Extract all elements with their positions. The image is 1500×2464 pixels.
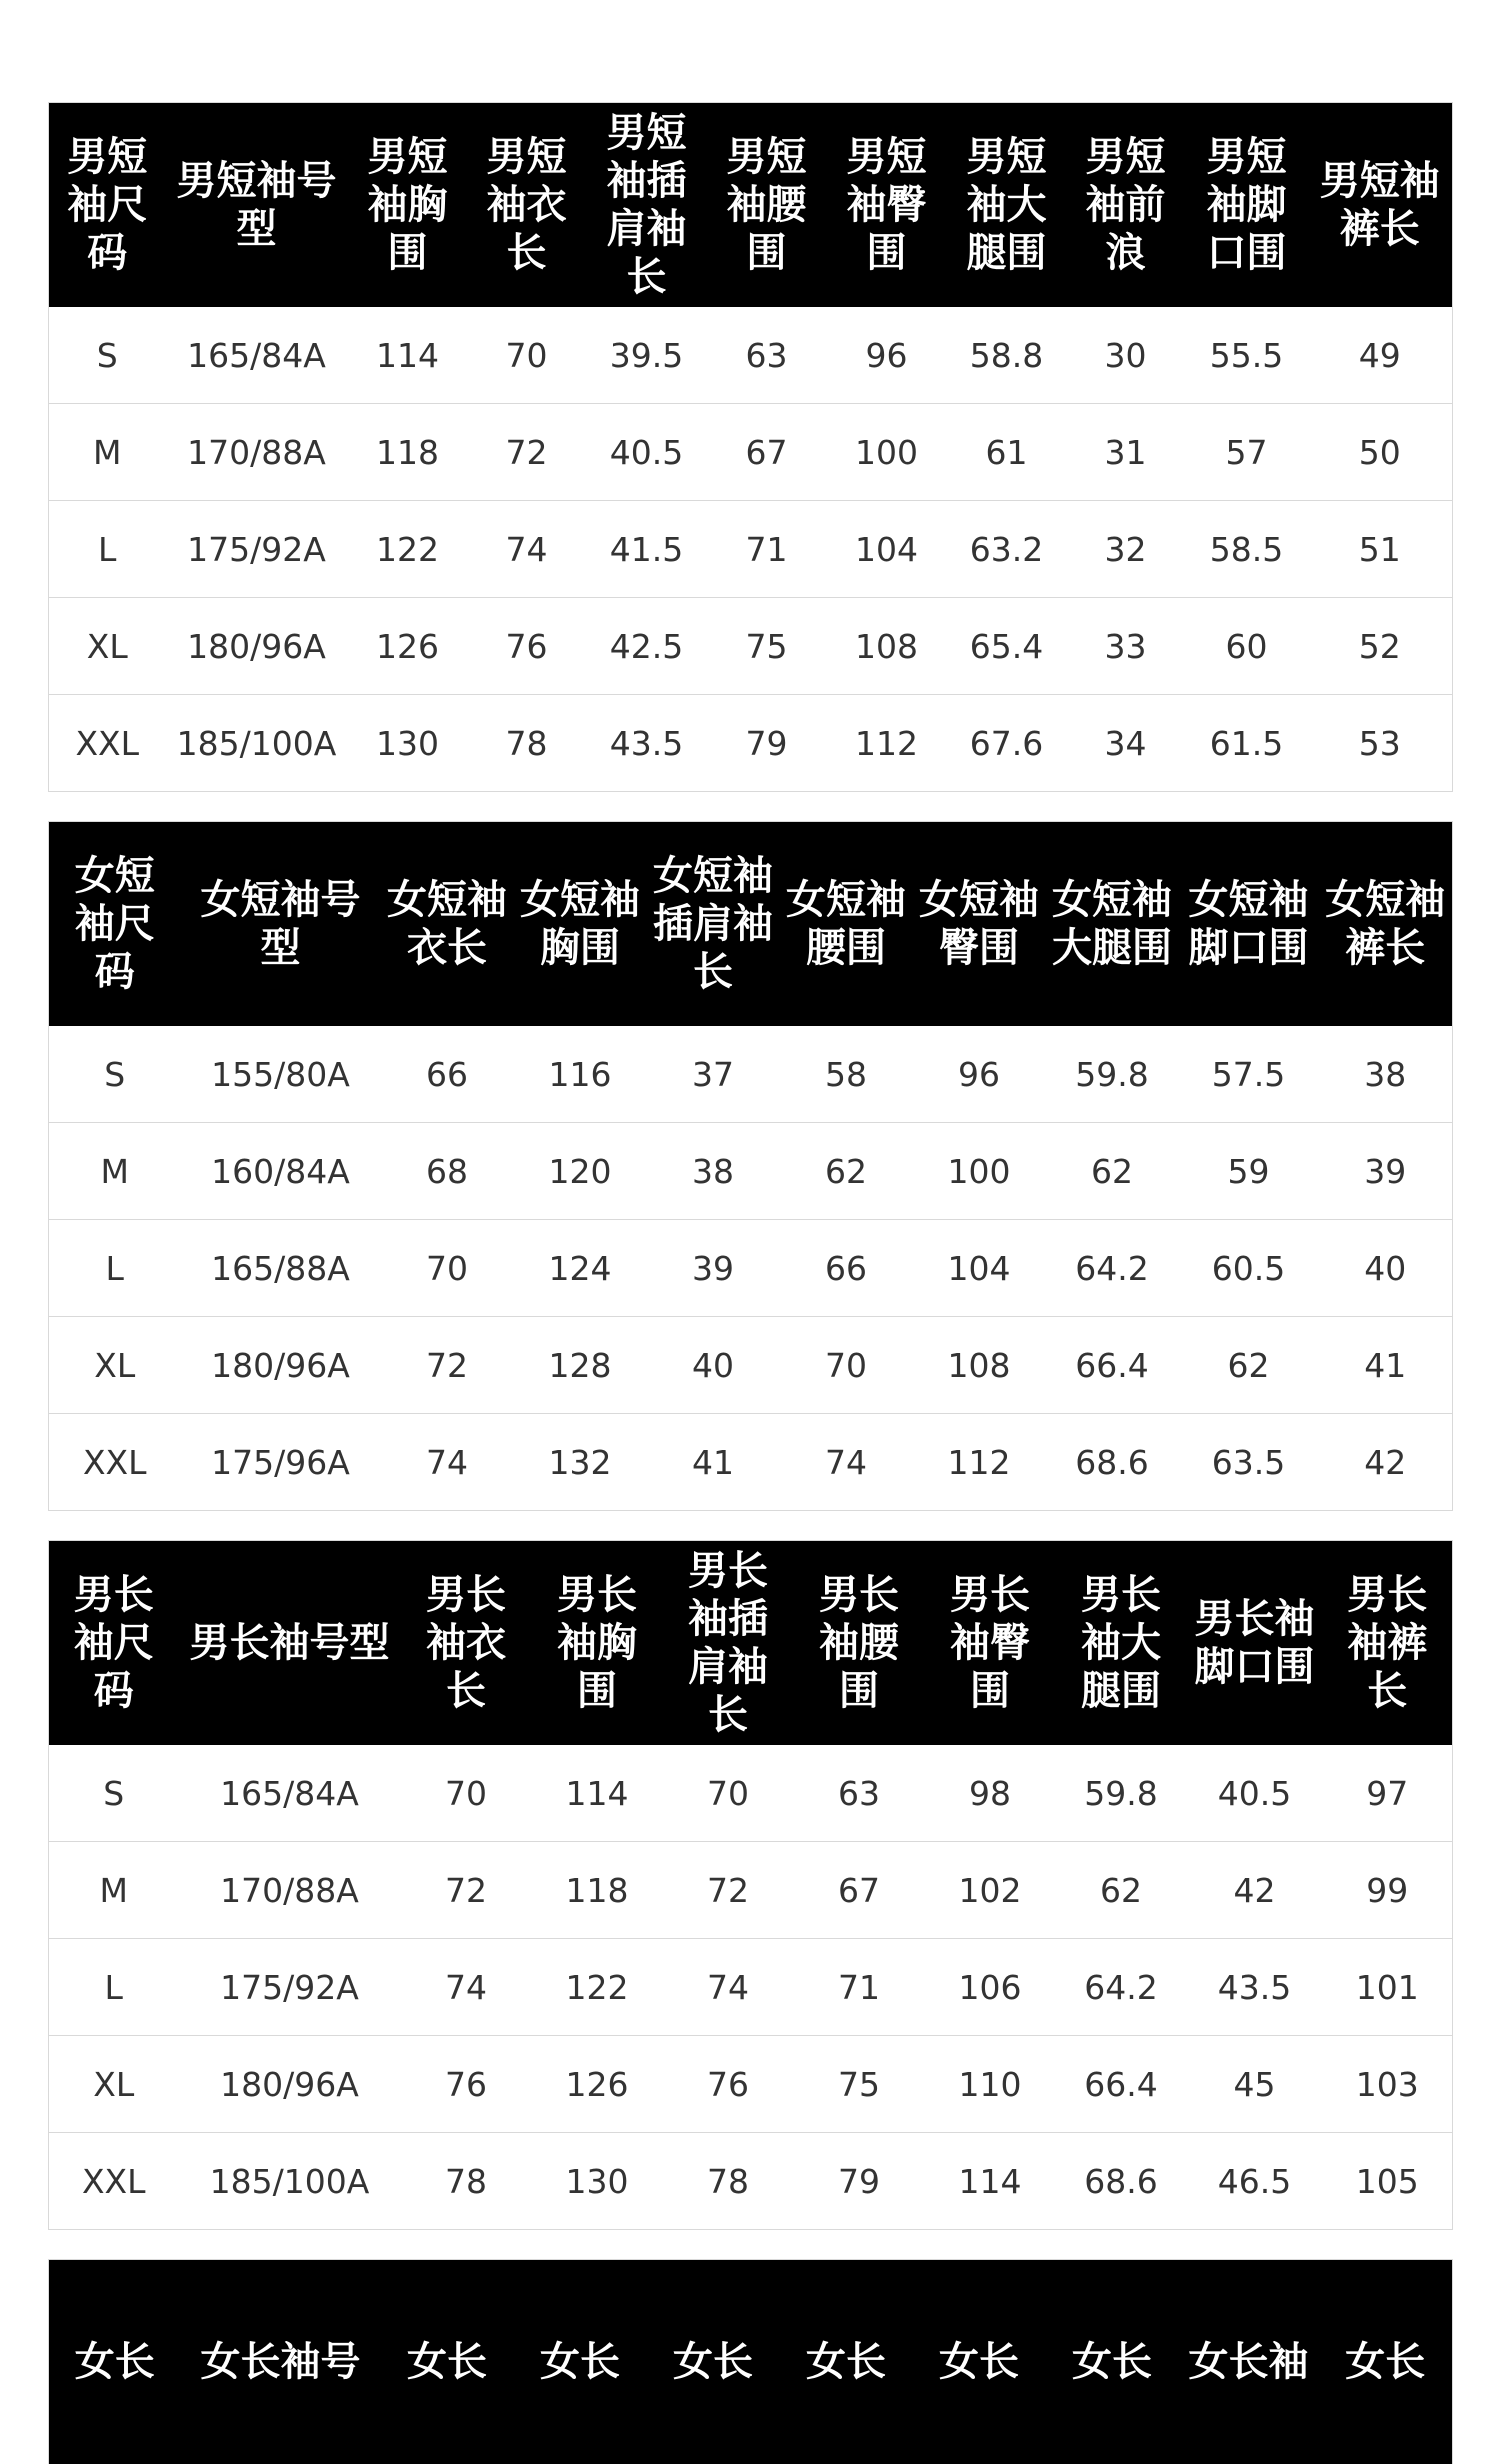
table-cell: 66.4	[1056, 2036, 1187, 2133]
table-cell: 67	[794, 1842, 925, 1939]
table-row	[49, 307, 1453, 404]
table-row	[49, 1123, 1453, 1220]
table-cell: 72	[468, 404, 586, 501]
table-cell: 96	[826, 307, 948, 404]
table-cell: 79	[794, 2133, 925, 2230]
table-cell: 61	[948, 404, 1066, 501]
table-cell: 38	[647, 1123, 780, 1220]
table-cell: 62	[1046, 1123, 1179, 1220]
table-header-row	[49, 103, 1453, 308]
table-cell: 79	[708, 695, 826, 792]
size-chart-page	[48, 102, 1452, 2330]
table-cell: 72	[663, 1842, 794, 1939]
table-row	[49, 1414, 1453, 1511]
table-cell: 62	[1056, 1842, 1187, 1939]
column-header: 女短袖尺码	[49, 822, 181, 1027]
table-cell: 116	[514, 1026, 647, 1123]
table-cell: 112	[913, 1414, 1046, 1511]
table-body	[49, 1026, 1453, 1511]
column-header: 男短袖胸围	[348, 103, 468, 308]
table-body	[49, 1745, 1453, 2230]
column-header: 男长袖臀围	[925, 1541, 1056, 1746]
table-cell: 118	[532, 1842, 663, 1939]
table-cell: 160/84A	[181, 1123, 381, 1220]
table-cell: 175/92A	[166, 501, 348, 598]
table-row	[49, 695, 1453, 792]
column-header: 男短袖大腿围	[948, 103, 1066, 308]
table-cell: 74	[663, 1939, 794, 2036]
table-cell: 58.5	[1186, 501, 1308, 598]
column-header: 男短袖前浪	[1066, 103, 1186, 308]
table-cell: 118	[348, 404, 468, 501]
table-cell: 101	[1323, 1939, 1453, 2036]
column-header: 女短袖号型	[181, 822, 381, 1027]
column-header: 男短袖衣长	[468, 103, 586, 308]
table-cell: 72	[381, 1317, 514, 1414]
table-cell: 49	[1308, 307, 1453, 404]
table-cell: 74	[401, 1939, 532, 2036]
column-header: 男长袖号型	[179, 1541, 401, 1746]
table-cell: 130	[348, 695, 468, 792]
table-cell: 63.5	[1179, 1414, 1319, 1511]
column-header: 男长袖大腿围	[1056, 1541, 1187, 1746]
table-cell: 106	[925, 1939, 1056, 2036]
table-cell: 78	[401, 2133, 532, 2230]
table-cell: 33	[1066, 598, 1186, 695]
table-cell: M	[49, 404, 166, 501]
column-header: 女短袖腰围	[780, 822, 913, 1027]
size-table-womens-long	[48, 2259, 1453, 2464]
table-cell: 63	[794, 1745, 925, 1842]
table-cell: 66	[780, 1220, 913, 1317]
table-cell: 45	[1187, 2036, 1323, 2133]
table-cell: XXL	[49, 2133, 179, 2230]
column-header: 男短袖插肩袖长	[586, 103, 708, 308]
table-cell: 57.5	[1179, 1026, 1319, 1123]
table-row	[49, 1842, 1453, 1939]
table-cell: 63.2	[948, 501, 1066, 598]
table-cell: 76	[468, 598, 586, 695]
table-cell: 67.6	[948, 695, 1066, 792]
table-cell: 108	[913, 1317, 1046, 1414]
column-header: 男长袖胸围	[532, 1541, 663, 1746]
column-header: 女长	[381, 2260, 514, 2464]
table-cell: 46.5	[1187, 2133, 1323, 2230]
table-cell: 74	[381, 1414, 514, 1511]
table-cell: 65.4	[948, 598, 1066, 695]
table-cell: 110	[925, 2036, 1056, 2133]
table-cell: 112	[826, 695, 948, 792]
table-cell: 75	[708, 598, 826, 695]
table-row	[49, 1317, 1453, 1414]
table-cell: 126	[348, 598, 468, 695]
table-header-row	[49, 1541, 1453, 1746]
table-header-row	[49, 822, 1453, 1027]
table-cell: 39	[647, 1220, 780, 1317]
table-cell: XL	[49, 598, 166, 695]
table-cell: 75	[794, 2036, 925, 2133]
table-cell: 68.6	[1046, 1414, 1179, 1511]
table-cell: S	[49, 1026, 181, 1123]
table-cell: 30	[1066, 307, 1186, 404]
table-cell: 130	[532, 2133, 663, 2230]
table-cell: 105	[1323, 2133, 1453, 2230]
table-cell: 128	[514, 1317, 647, 1414]
column-header: 男长袖裤长	[1323, 1541, 1453, 1746]
table-cell: 124	[514, 1220, 647, 1317]
table-cell: 180/96A	[166, 598, 348, 695]
table-cell: XXL	[49, 695, 166, 792]
table-cell: S	[49, 307, 166, 404]
table-cell: 31	[1066, 404, 1186, 501]
table-cell: 68.6	[1056, 2133, 1187, 2230]
table-cell: 76	[663, 2036, 794, 2133]
table-cell: 58.8	[948, 307, 1066, 404]
column-header: 男长袖腰围	[794, 1541, 925, 1746]
table-cell: 42	[1187, 1842, 1323, 1939]
table-cell: XL	[49, 1317, 181, 1414]
column-header: 男长袖脚口围	[1187, 1541, 1323, 1746]
table-cell: M	[49, 1842, 179, 1939]
table-cell: L	[49, 1220, 181, 1317]
table-cell: 170/88A	[179, 1842, 401, 1939]
table-cell: 42	[1319, 1414, 1453, 1511]
table-cell: 180/96A	[179, 2036, 401, 2133]
table-cell: 61.5	[1186, 695, 1308, 792]
table-cell: 43.5	[1187, 1939, 1323, 2036]
table-cell: 76	[401, 2036, 532, 2133]
table-cell: 59	[1179, 1123, 1319, 1220]
table-row	[49, 1026, 1453, 1123]
table-cell: 63	[708, 307, 826, 404]
column-header: 男短袖臀围	[826, 103, 948, 308]
table-cell: 39.5	[586, 307, 708, 404]
table-cell: 60	[1186, 598, 1308, 695]
table-cell: 34	[1066, 695, 1186, 792]
table-cell: 59.8	[1056, 1745, 1187, 1842]
table-cell: 62	[1179, 1317, 1319, 1414]
table-cell: 70	[468, 307, 586, 404]
table-cell: 114	[348, 307, 468, 404]
table-cell: M	[49, 1123, 181, 1220]
table-cell: 108	[826, 598, 948, 695]
table-header-row	[49, 2260, 1453, 2464]
table-cell: 165/84A	[166, 307, 348, 404]
table-cell: 38	[1319, 1026, 1453, 1123]
table-cell: 175/92A	[179, 1939, 401, 2036]
table-cell: 43.5	[586, 695, 708, 792]
table-cell: 175/96A	[181, 1414, 381, 1511]
column-header: 女短袖胸围	[514, 822, 647, 1027]
column-header: 女短袖大腿围	[1046, 822, 1179, 1027]
table-cell: 50	[1308, 404, 1453, 501]
column-header: 男长袖衣长	[401, 1541, 532, 1746]
table-cell: 102	[925, 1842, 1056, 1939]
table-cell: 170/88A	[166, 404, 348, 501]
column-header: 女长	[49, 2260, 181, 2464]
column-header: 女短袖臀围	[913, 822, 1046, 1027]
table-cell: 52	[1308, 598, 1453, 695]
table-cell: 59.8	[1046, 1026, 1179, 1123]
size-table-womens-long-partial	[48, 2259, 1452, 2330]
table-row	[49, 1220, 1453, 1317]
column-header: 男短袖脚口围	[1186, 103, 1308, 308]
table-cell: 74	[468, 501, 586, 598]
table-cell: 72	[401, 1842, 532, 1939]
table-cell: 70	[401, 1745, 532, 1842]
column-header: 女短袖衣长	[381, 822, 514, 1027]
table-cell: 70	[663, 1745, 794, 1842]
table-cell: XXL	[49, 1414, 181, 1511]
table-cell: 66.4	[1046, 1317, 1179, 1414]
table-cell: 98	[925, 1745, 1056, 1842]
column-header: 女长袖号	[181, 2260, 381, 2464]
table-cell: 74	[780, 1414, 913, 1511]
table-cell: 165/84A	[179, 1745, 401, 1842]
table-cell: 71	[794, 1939, 925, 2036]
column-header: 女长	[1319, 2260, 1453, 2464]
table-cell: 41.5	[586, 501, 708, 598]
table-row	[49, 1939, 1453, 2036]
table-cell: 180/96A	[181, 1317, 381, 1414]
size-table-mens-long	[48, 1540, 1453, 2230]
column-header: 女短袖脚口围	[1179, 822, 1319, 1027]
table-cell: 70	[780, 1317, 913, 1414]
table-cell: 67	[708, 404, 826, 501]
table-cell: 51	[1308, 501, 1453, 598]
table-cell: 40	[1319, 1220, 1453, 1317]
table-cell: 37	[647, 1026, 780, 1123]
table-cell: 122	[348, 501, 468, 598]
column-header: 女短袖插肩袖长	[647, 822, 780, 1027]
table-cell: 60.5	[1179, 1220, 1319, 1317]
column-header: 男长袖尺码	[49, 1541, 179, 1746]
table-cell: 68	[381, 1123, 514, 1220]
table-row	[49, 2036, 1453, 2133]
column-header: 男短袖尺码	[49, 103, 166, 308]
table-cell: 185/100A	[179, 2133, 401, 2230]
table-cell: 132	[514, 1414, 647, 1511]
table-cell: 39	[1319, 1123, 1453, 1220]
column-header: 女长	[514, 2260, 647, 2464]
table-cell: 78	[663, 2133, 794, 2230]
table-cell: 99	[1323, 1842, 1453, 1939]
table-cell: 114	[925, 2133, 1056, 2230]
table-cell: 120	[514, 1123, 647, 1220]
column-header: 女长	[1046, 2260, 1179, 2464]
table-cell: 40.5	[586, 404, 708, 501]
table-cell: 55.5	[1186, 307, 1308, 404]
table-cell: 62	[780, 1123, 913, 1220]
column-header: 女长袖	[1179, 2260, 1319, 2464]
table-body	[49, 307, 1453, 792]
table-cell: 41	[647, 1414, 780, 1511]
table-cell: 40.5	[1187, 1745, 1323, 1842]
table-cell: 104	[826, 501, 948, 598]
column-header: 女长	[913, 2260, 1046, 2464]
table-cell: 64.2	[1046, 1220, 1179, 1317]
table-row	[49, 2133, 1453, 2230]
table-row	[49, 598, 1453, 695]
table-cell: L	[49, 501, 166, 598]
table-cell: 165/88A	[181, 1220, 381, 1317]
size-table-womens-short	[48, 821, 1453, 1511]
table-cell: 155/80A	[181, 1026, 381, 1123]
table-cell: 103	[1323, 2036, 1453, 2133]
table-cell: 100	[913, 1123, 1046, 1220]
table-cell: 58	[780, 1026, 913, 1123]
size-table-mens-short	[48, 102, 1453, 792]
column-header: 女短袖裤长	[1319, 822, 1453, 1027]
table-row	[49, 501, 1453, 598]
column-header: 女长	[647, 2260, 780, 2464]
table-cell: 185/100A	[166, 695, 348, 792]
table-cell: 100	[826, 404, 948, 501]
table-cell: 78	[468, 695, 586, 792]
table-cell: 114	[532, 1745, 663, 1842]
table-cell: 71	[708, 501, 826, 598]
table-cell: 42.5	[586, 598, 708, 695]
table-cell: 41	[1319, 1317, 1453, 1414]
column-header: 男短袖号型	[166, 103, 348, 308]
table-cell: 96	[913, 1026, 1046, 1123]
column-header: 女长	[780, 2260, 913, 2464]
table-cell: S	[49, 1745, 179, 1842]
table-cell: 64.2	[1056, 1939, 1187, 2036]
table-cell: 40	[647, 1317, 780, 1414]
table-row	[49, 404, 1453, 501]
table-cell: 66	[381, 1026, 514, 1123]
table-cell: 97	[1323, 1745, 1453, 1842]
table-cell: 122	[532, 1939, 663, 2036]
column-header: 男长袖插肩袖长	[663, 1541, 794, 1746]
table-cell: 32	[1066, 501, 1186, 598]
table-cell: 104	[913, 1220, 1046, 1317]
table-cell: 53	[1308, 695, 1453, 792]
table-cell: XL	[49, 2036, 179, 2133]
table-cell: 70	[381, 1220, 514, 1317]
column-header: 男短袖裤长	[1308, 103, 1453, 308]
table-cell: 126	[532, 2036, 663, 2133]
table-cell: 57	[1186, 404, 1308, 501]
column-header: 男短袖腰围	[708, 103, 826, 308]
table-cell: L	[49, 1939, 179, 2036]
table-row	[49, 1745, 1453, 1842]
